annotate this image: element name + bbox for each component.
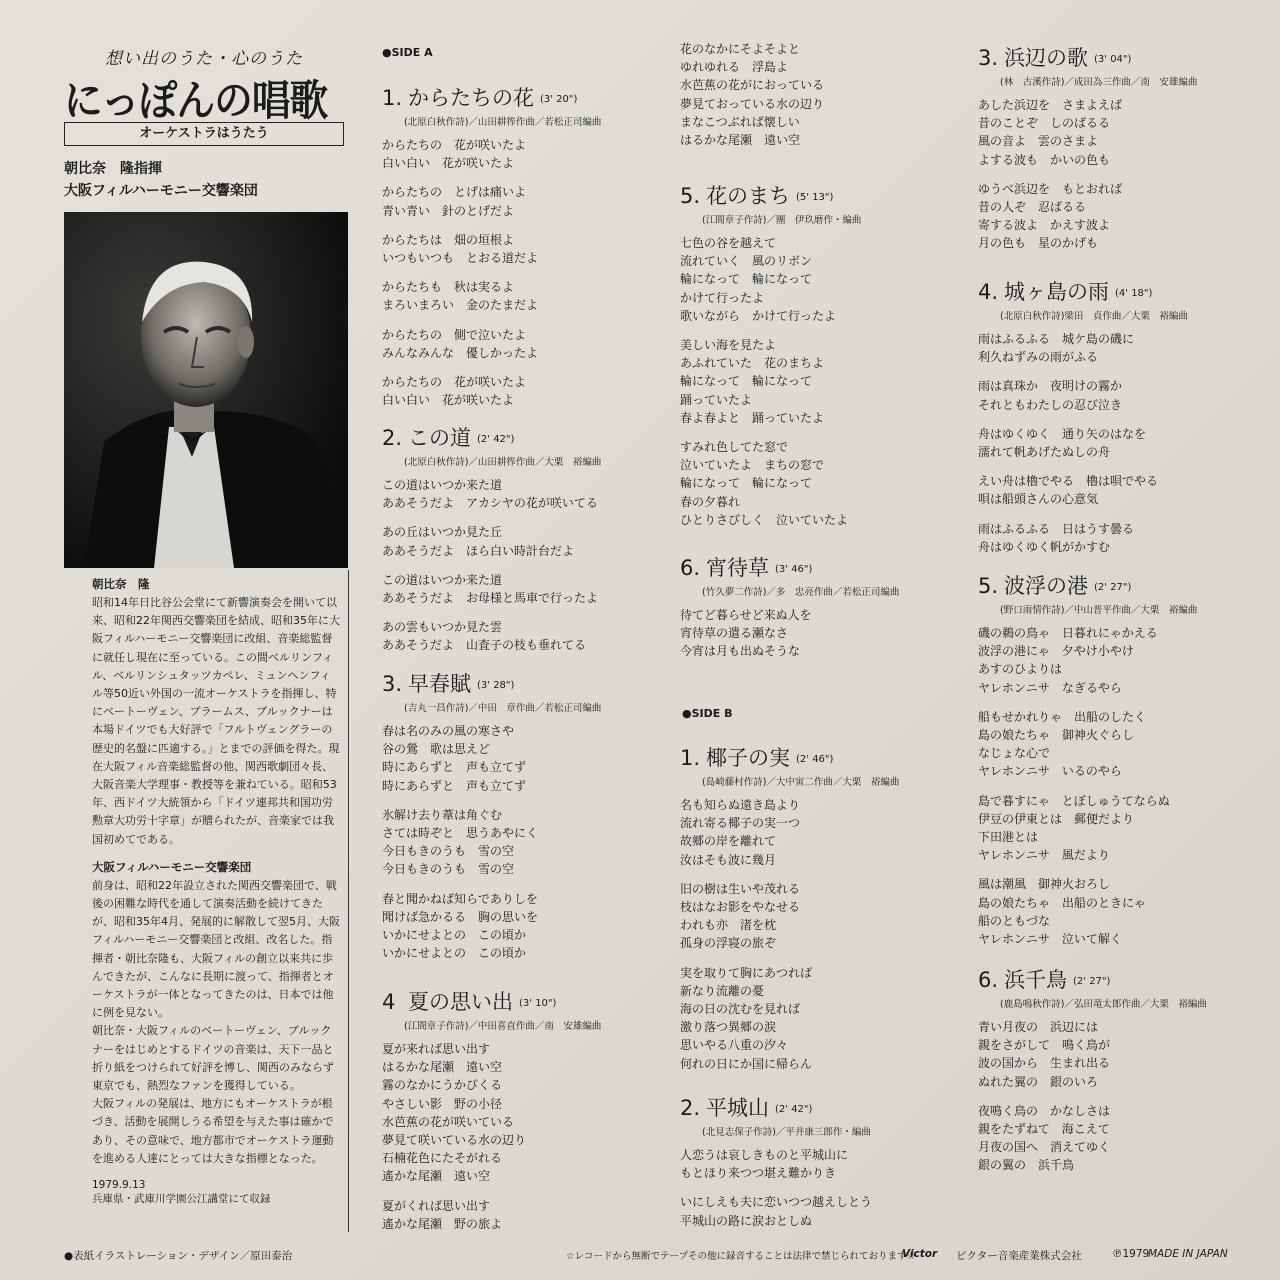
lyric-verse bbox=[382, 618, 601, 654]
lyric-line: かけて行ったよ bbox=[680, 290, 765, 305]
lyric-line: 白い白い 花が咲いたよ bbox=[382, 156, 515, 171]
lyric-verse bbox=[382, 476, 601, 512]
lyric-verse bbox=[978, 472, 1188, 508]
lyric-line: 花のなかにそよそよと bbox=[680, 42, 801, 56]
song-credit: (北原白秋作詩)／山田耕筰作曲／大栗 裕編曲 bbox=[404, 457, 602, 468]
lyric-line: 青い青い 針のとげだよ bbox=[382, 203, 515, 218]
lyric-line: 輪になって 輪になって bbox=[680, 476, 813, 491]
song-duration: (3' 20") bbox=[540, 94, 578, 105]
lyric-line: 夢見て咲いている水の辺り bbox=[382, 1133, 527, 1148]
lyric-line: 七色の谷を越えて bbox=[680, 236, 777, 250]
lyric-verse bbox=[680, 964, 899, 1073]
lyric-verse bbox=[680, 234, 861, 325]
lyric-line: 昔の人ぞ 忍ばるる bbox=[978, 200, 1087, 215]
lyric-line: 故郷の岸を離れて bbox=[680, 834, 777, 849]
lyric-line: 思いやる八重の汐々 bbox=[680, 1038, 789, 1053]
lyric-verse bbox=[978, 1102, 1207, 1175]
lyric-line: 夢見ておっている水の辺り bbox=[680, 96, 825, 111]
song-block bbox=[680, 40, 824, 160]
song-title bbox=[978, 276, 1188, 306]
side-b-label: ●SIDE B bbox=[682, 707, 733, 720]
lyric-verse bbox=[978, 792, 1197, 865]
lyric-line: 春と聞かねば知らでありしを bbox=[382, 891, 538, 906]
lyric-line: からたちも 秋は実るよ bbox=[382, 280, 515, 295]
lyric-line: 宵待草の遣る瀬なさ bbox=[680, 626, 789, 641]
lyric-line: まろいまろい 金のたまだよ bbox=[382, 298, 539, 313]
made-in-japan: MADE IN JAPAN bbox=[1148, 1248, 1228, 1260]
lyric-line: ヤレホンニサ なぎるやら bbox=[978, 680, 1122, 695]
song-name: 宵待草 bbox=[706, 556, 769, 580]
recording-date: 1979.9.13 bbox=[92, 1179, 146, 1192]
lyric-line: あすのひよりは bbox=[978, 662, 1063, 677]
lyric-line: 踊っていたよ bbox=[680, 392, 753, 407]
lyric-line: ヤレホンニサ 泣いて解く bbox=[978, 932, 1122, 947]
lyric-line: 親をたずねて 海こえて bbox=[978, 1122, 1110, 1137]
lyric-verse bbox=[978, 875, 1197, 948]
lyric-line: 孤身の浮寝の旅ぞ bbox=[680, 936, 777, 951]
song-credit: (野口雨情作詩)／中山晋平作曲／大栗 裕編曲 bbox=[1000, 605, 1198, 616]
lyric-verse bbox=[382, 136, 601, 172]
lyric-verse bbox=[680, 880, 899, 953]
bio-paragraph: 大阪フィルの発展は、地方にもオーケストラが根づき、活動を展開しうる希望を与えた事は確かであり、その意味で、地方都市でオーケストラ運動を進める人達にとっては大きな指標となった。 bbox=[92, 1097, 334, 1165]
lyric-line: 谷の鶯 歌は思えど bbox=[382, 742, 491, 757]
song-duration: (2' 42") bbox=[775, 1104, 813, 1115]
lyric-verse bbox=[680, 1146, 872, 1182]
side-a-label: ●SIDE A bbox=[382, 46, 433, 59]
lyric-line: ああそうだよ 山査子の枝も垂れてる bbox=[382, 638, 587, 653]
conductor-photo bbox=[64, 212, 348, 568]
lyric-line: すみれ色してた窓で bbox=[680, 440, 789, 455]
lyric-verse bbox=[382, 1040, 601, 1186]
lyric-line: 実を取りて胸にあつれば bbox=[680, 965, 813, 980]
copyright-year: ℗1979 bbox=[1112, 1248, 1150, 1260]
song-block bbox=[382, 986, 601, 1244]
song-number: 2. bbox=[680, 1096, 701, 1120]
lyric-line: 雨はふるふる 日はうす曇る bbox=[978, 521, 1135, 536]
song-number: 3. bbox=[978, 46, 999, 70]
lyric-line: やさしい影 野の小径 bbox=[382, 1096, 503, 1111]
song-number: 6. bbox=[680, 556, 701, 580]
lyric-verse bbox=[680, 438, 861, 529]
lyric-line: 磯の鵜の鳥ゃ 日暮れにゃかえる bbox=[978, 626, 1158, 640]
lyric-line: 何れの日にか国に帰らん bbox=[680, 1056, 813, 1071]
bio-heading-conductor: 朝比奈 隆 bbox=[92, 577, 150, 591]
lyric-line: まなこつぶれば懐しい bbox=[680, 114, 800, 129]
lyric-verse bbox=[978, 520, 1188, 556]
lyric-line: 雨はふるふる 城ケ島の磯に bbox=[978, 332, 1135, 346]
song-duration: (5' 13") bbox=[796, 192, 834, 203]
lyric-line: 雨は真珠か 夜明けの霧か bbox=[978, 379, 1123, 394]
song-title bbox=[978, 42, 1197, 72]
lyric-line: 遙かな尾瀬 野の旅よ bbox=[382, 1216, 503, 1231]
song-credit: (吉丸一昌作詩)／中田 章作曲／若松正司編曲 bbox=[404, 703, 602, 714]
song-duration: (3' 46") bbox=[775, 564, 813, 575]
lyric-line: 旧の樹は生いや茂れる bbox=[680, 881, 801, 896]
lyric-line: えい舟は櫓でやる 櫓は唄でやる bbox=[978, 474, 1159, 489]
lyric-verse bbox=[382, 1197, 601, 1233]
song-block bbox=[680, 742, 899, 1084]
song-name: 浜千鳥 bbox=[1004, 968, 1067, 992]
lyric-line: 島の娘たちゃ 御神火ぐらし bbox=[978, 728, 1135, 743]
lyric-line: 輪になって 輪になって bbox=[680, 374, 813, 389]
song-title bbox=[680, 552, 899, 582]
lyric-line: いにしえも夫に恋いつつ越えしとう bbox=[680, 1195, 873, 1210]
lyric-line: ああそうだよ アカシヤの花が咲いてる bbox=[382, 496, 598, 511]
song-credit: (江間章子作詩)／團 伊玖磨作・編曲 bbox=[702, 215, 862, 226]
orchestra-credit: 大阪フィルハーモニー交響楽団 bbox=[64, 183, 258, 199]
lyric-line: 風は潮風 御神火おろし bbox=[978, 877, 1111, 892]
song-block bbox=[382, 668, 601, 973]
lyric-verse bbox=[978, 1018, 1207, 1091]
lyric-line: よする波も かいの色も bbox=[978, 152, 1111, 167]
song-number: 2. bbox=[382, 426, 403, 450]
lyric-line: 今宵は月も出ぬそうな bbox=[680, 644, 801, 659]
biography bbox=[64, 570, 349, 1232]
lyric-line: 月夜の国へ 消えてゆく bbox=[978, 1140, 1111, 1155]
lyric-line: いつもいつも とおる道だよ bbox=[382, 251, 539, 266]
lyric-line: 時にあらずと 声も立てず bbox=[382, 760, 527, 775]
song-number: 1. bbox=[680, 746, 701, 770]
lyric-line: 利久ねずみの雨がふる bbox=[978, 350, 1099, 365]
album-subtitle: オーケストラはうたう bbox=[64, 122, 344, 146]
song-title bbox=[680, 1092, 872, 1122]
lyric-verse bbox=[978, 180, 1197, 253]
song-block bbox=[382, 82, 601, 420]
song-credit: (林 古溪作詩)／成田為三作曲／南 安雄編曲 bbox=[1000, 77, 1198, 88]
lyric-line: 流れていく 風のリボン bbox=[680, 254, 813, 269]
lyric-verse bbox=[382, 326, 601, 362]
song-credit: (北原白秋作詩)／山田耕筰作曲／若松正司編曲 bbox=[404, 117, 602, 128]
lyric-line: 昔のことぞ しのばるる bbox=[978, 116, 1111, 131]
lyric-line: 歌いながら かけて行ったよ bbox=[680, 308, 837, 323]
bio-paragraph: 朝比奈・大阪フィルのベートーヴェン、ブルックナーをはじめとするドイツの音楽は、天下一品と折り紙をつけられて好評を博し、関西のみならず東京でも、熱烈なファンを獲得している。 bbox=[92, 1024, 334, 1093]
song-title bbox=[382, 986, 601, 1016]
lyric-line: 船もせかれりゃ 出船のしたく bbox=[978, 709, 1147, 724]
lyric-line: 舟はゆくゆく帆がかすむ bbox=[978, 539, 1111, 554]
song-number: 4 bbox=[382, 990, 396, 1014]
album-kicker: 想い出のうた・心のうた bbox=[105, 49, 303, 69]
song-name: 椰子の実 bbox=[706, 746, 790, 770]
lyric-line: 人恋うは哀しきものと平城山に bbox=[680, 1148, 849, 1162]
lyric-line: 風の音よ 雲のさまよ bbox=[978, 134, 1099, 149]
lyric-line: 波の国から 生まれ出る bbox=[978, 1056, 1111, 1071]
lyric-line: 激り落つ異郷の涙 bbox=[680, 1020, 777, 1035]
lyric-line: いかにせよとの この頃か bbox=[382, 946, 527, 961]
song-duration: (3' 10") bbox=[519, 998, 557, 1009]
song-credit: (竹久夢二作詩)／多 忠亮作曲／若松正司編曲 bbox=[702, 587, 900, 598]
lyric-line: あふれていた 花のまちよ bbox=[680, 356, 825, 371]
bio-paragraph: 昭和14年日比谷公会堂にて新響演奏会を開いて以来、昭和22年関西交響楽団を結成、昭和35年に大阪フィルハーモニー交響楽団に改組、音楽総監督に就任し現在に至っている。この間ベルリンフィル、ベルリンシュタッツカペレ、ミュンヘンフィル等50近い外国の一流オーケストラを指揮し、特にベートーヴェン、ブラームス、ブルックナーは本場ドイツでも大好評で「フルトヴェングラーの歴史的名盤に匹適する。」とまでの評価を得た。現在大阪フィル音楽総監督の他、関西歌劇団々長、大阪音楽大学理事・教授等を兼ねている。昭和53年、西ドイツ大統領から「ドイツ連邦共和国功労勲章大功労十字章」が贈られたが、音楽家では我国初めてである。 bbox=[92, 596, 340, 846]
song-title bbox=[978, 964, 1207, 994]
lyric-line: 名も知らぬ遠き島より bbox=[680, 798, 801, 812]
lyric-line: 水芭蕉の花が咲いている bbox=[382, 1114, 515, 1129]
lyric-verse bbox=[382, 373, 601, 409]
lyric-line: 遙かな尾瀬 遠い空 bbox=[382, 1169, 491, 1184]
lyric-verse bbox=[382, 183, 601, 219]
lyric-line: 水芭蕉の花がにおっている bbox=[680, 78, 825, 93]
lyric-line: いかにせよとの この頃か bbox=[382, 928, 527, 943]
lyric-line: 夏が来れば思い出す bbox=[382, 1042, 491, 1056]
song-number: 5. bbox=[680, 184, 701, 208]
lyric-line: 銀の翼の 浜千鳥 bbox=[978, 1158, 1075, 1173]
song-name: からたちの花 bbox=[408, 86, 534, 110]
lyric-line: 流れ寄る椰子の実一つ bbox=[680, 816, 801, 831]
lyric-line: 霧のなかにうかびくる bbox=[382, 1078, 503, 1093]
lyric-line: 月の色も 星のかげも bbox=[978, 236, 1099, 251]
song-number: 3. bbox=[382, 672, 403, 696]
song-name: 波浮の港 bbox=[1004, 574, 1088, 598]
lyric-verse bbox=[978, 330, 1188, 366]
song-number: 5. bbox=[978, 574, 999, 598]
song-number: 6. bbox=[978, 968, 999, 992]
song-credit: (北見志保子作詩)／平井康三郎作・編曲 bbox=[702, 1127, 871, 1138]
lyric-line: 波浮の港にゃ 夕やけ小やけ bbox=[978, 644, 1134, 659]
song-credit: (島崎藤村作詩)／大中寅二作曲／大栗 裕編曲 bbox=[702, 777, 900, 788]
song-number: 1. bbox=[382, 86, 403, 110]
lyric-verse bbox=[382, 722, 601, 795]
lyric-line: 待てど暮らせど来ぬ人を bbox=[680, 608, 812, 622]
lyric-line: もとほり来つつ堪え難かりき bbox=[680, 1166, 837, 1181]
copyright-notice: ☆レコードから無断でテープその他に録音することは法律で禁じられております☆ bbox=[566, 1251, 916, 1262]
lyric-line: ああそうだよ お母様と馬車で行ったよ bbox=[382, 591, 599, 606]
lyric-line: 春の夕暮れ bbox=[680, 494, 741, 509]
lyric-line: からたちの 花が咲いたよ bbox=[382, 375, 527, 390]
song-name: この道 bbox=[408, 426, 471, 450]
song-block bbox=[978, 964, 1207, 1186]
lyric-line: 輪になって 輪になって bbox=[680, 272, 813, 287]
song-duration: (3' 28") bbox=[477, 680, 515, 691]
lyric-line: 枝はなお影をやなせる bbox=[680, 900, 801, 915]
song-title bbox=[382, 82, 601, 112]
album-title: にっぽんの唱歌 bbox=[64, 76, 328, 125]
lyric-line: ヤレホンニサ いるのやら bbox=[978, 764, 1122, 779]
lyric-line: ぬれた翼の 銀のいろ bbox=[978, 1074, 1099, 1089]
lyric-verse bbox=[382, 231, 601, 267]
cover-credit: ●表紙イラストレーション・デザイン／原田泰治 bbox=[64, 1250, 293, 1262]
lyric-verse bbox=[978, 377, 1188, 413]
lyric-line: からたちの 花が咲いたよ bbox=[382, 138, 527, 152]
lyric-line: この道はいつか来た道 bbox=[382, 478, 503, 492]
song-block bbox=[680, 1092, 872, 1241]
song-block bbox=[680, 552, 899, 672]
lyric-line: 汝はそも波に幾月 bbox=[680, 852, 777, 867]
lyric-line: 唄は船頭さんの心意気 bbox=[978, 492, 1099, 507]
song-title bbox=[680, 180, 861, 210]
song-title bbox=[382, 422, 601, 452]
lyric-line: 夏がくれば思い出す bbox=[382, 1198, 491, 1213]
lyric-line: 新なり流離の憂 bbox=[680, 983, 765, 998]
song-credit: (北原白秋作詩)梁田 貞作曲／大栗 裕編曲 bbox=[1000, 311, 1188, 322]
lyric-verse bbox=[680, 1193, 872, 1229]
lyric-line: それともわたしの忍び泣き bbox=[978, 397, 1123, 412]
lyric-line: 夜鳴く鳥の かなしさは bbox=[978, 1103, 1111, 1118]
song-credit: (江間章子作詩)／中田喜直作曲／南 安雄編曲 bbox=[404, 1021, 602, 1032]
song-duration: (2' 42") bbox=[477, 434, 515, 445]
lyric-line: 美しい海を見たよ bbox=[680, 338, 777, 353]
lyric-line: 泣いていたよ まちの窓で bbox=[680, 458, 825, 473]
song-block bbox=[978, 570, 1197, 959]
lyric-line: 今日もきのうも 雪の空 bbox=[382, 862, 515, 877]
song-duration: (2' 27") bbox=[1073, 976, 1111, 987]
song-duration: (3' 04") bbox=[1094, 54, 1132, 65]
lyric-line: 伊豆の伊東とは 郵便だより bbox=[978, 811, 1135, 826]
song-title bbox=[978, 570, 1197, 600]
lyric-line: この道はいつか来た道 bbox=[382, 572, 503, 587]
lyric-line: 寄する波よ かえす波よ bbox=[978, 218, 1111, 233]
song-name: 城ヶ島の雨 bbox=[1004, 280, 1109, 304]
lyric-verse bbox=[680, 40, 824, 149]
lyric-line: 平城山の路に涙おとしぬ bbox=[680, 1213, 813, 1228]
lyric-line: 下田港とは bbox=[978, 830, 1039, 845]
song-name: 夏の思い出 bbox=[408, 990, 513, 1014]
lyric-verse bbox=[382, 523, 601, 559]
song-name: 平城山 bbox=[706, 1096, 769, 1120]
lyric-line: ああそうだよ ほら白い時計台だよ bbox=[382, 543, 575, 558]
lyric-verse bbox=[978, 96, 1197, 169]
label-company: ビクター音楽産業株式会社 bbox=[956, 1250, 1082, 1262]
lyric-verse bbox=[382, 806, 601, 879]
lyric-line: 親をさがして 鳴く鳥が bbox=[978, 1038, 1111, 1053]
song-duration: (2' 27") bbox=[1094, 582, 1132, 593]
song-number: 4. bbox=[978, 280, 999, 304]
lyric-line: さては時ぞと 思うあやにく bbox=[382, 826, 539, 841]
lyric-line: 時にあらずと 声も立てず bbox=[382, 778, 527, 793]
lyric-line: 船のともづな bbox=[978, 913, 1051, 928]
lyric-line: 島で暮すにゃ とぼしゅうてならぬ bbox=[978, 793, 1170, 808]
lyric-line: 氷解け去り葦は角ぐむ bbox=[382, 807, 503, 822]
lyric-line: 春よ春よと 踊っていたよ bbox=[680, 410, 825, 425]
lyric-verse bbox=[680, 336, 861, 427]
lyric-line: 今日もきのうも 雪の空 bbox=[382, 844, 515, 859]
lyric-line: ひとりさびしく 泣いていたよ bbox=[680, 512, 849, 527]
song-block bbox=[978, 42, 1197, 264]
victor-logo: Victor bbox=[902, 1248, 938, 1260]
lyric-line: 聞けば急かるる 胸の思いを bbox=[382, 909, 539, 924]
song-block bbox=[978, 276, 1188, 567]
song-title bbox=[382, 668, 601, 698]
song-name: 花のまち bbox=[706, 184, 790, 208]
lyric-line: 舟はゆくゆく 通り矢のはなを bbox=[978, 426, 1147, 441]
lyric-verse bbox=[382, 571, 601, 607]
conductor-credit: 朝比奈 隆指揮 bbox=[64, 161, 162, 177]
lyric-line: からたちの とげは痛いよ bbox=[382, 185, 527, 200]
lyric-line: はるかな尾瀬 遠い空 bbox=[680, 133, 801, 148]
song-name: 浜辺の歌 bbox=[1004, 46, 1088, 70]
lyric-line: あの雲もいつか見た雲 bbox=[382, 620, 503, 635]
song-block bbox=[382, 422, 601, 666]
song-name: 早春賦 bbox=[408, 672, 471, 696]
bio-heading-orchestra: 大阪フィルハーモニー交響楽団 bbox=[92, 859, 252, 874]
lyric-line: われも亦 渚を枕 bbox=[680, 918, 777, 933]
lyric-line: 島の娘たちゃ 出船のときにゃ bbox=[978, 895, 1146, 910]
lyric-line: 春は名のみの風の寒さや bbox=[382, 724, 515, 738]
lyric-verse bbox=[680, 796, 899, 869]
lyric-line: はるかな尾瀬 遠い空 bbox=[382, 1060, 503, 1075]
lyric-line: 白い白い 花が咲いたよ bbox=[382, 393, 515, 408]
lyric-line: ヤレホンニサ 風だより bbox=[978, 848, 1110, 863]
lyric-verse bbox=[382, 278, 601, 314]
lyric-line: 石楠花色にたそがれる bbox=[382, 1151, 503, 1166]
song-duration: (2' 46") bbox=[796, 754, 834, 765]
lyric-line: あした浜辺を さまよえば bbox=[978, 98, 1123, 112]
bio-paragraph: 前身は、昭和22年設立された関西交響楽団で、戦後の困難な時代を通して演奏活動を続けてきたが、昭和35年4月、発展的に解散して翌5月、大阪フィルハーモニー交響楽団と改組、改名した。指揮者・朝比奈隆も、大阪フィルの創立以来共に歩んできたが、こんなに長期に渡って、指揮者とオーケストラが一体となってきたのは、日本では他に例を見ない。 bbox=[92, 878, 340, 1020]
lyric-line: 濡れて帆あげたぬしの舟 bbox=[978, 445, 1111, 460]
song-title bbox=[680, 742, 899, 772]
song-duration: (4' 18") bbox=[1115, 288, 1153, 299]
lyric-line: ゆれゆれる 浮島よ bbox=[680, 60, 789, 75]
lyric-line: みんなみんな 優しかったよ bbox=[382, 345, 539, 360]
lyric-line: からたちの 側で泣いたよ bbox=[382, 327, 527, 342]
lyric-verse bbox=[978, 624, 1197, 697]
song-credit: (鹿島鳴秋作詩)／弘田竜太郎作曲／大栗 裕編曲 bbox=[1000, 999, 1207, 1010]
lyric-line: なじょな心で bbox=[978, 746, 1051, 761]
lyric-verse bbox=[382, 890, 601, 963]
lyric-line: からたちは 畑の垣根よ bbox=[382, 232, 515, 247]
lyric-verse bbox=[978, 425, 1188, 461]
lyric-verse bbox=[978, 708, 1197, 781]
lyric-line: 海の日の沈むを見れば bbox=[680, 1002, 801, 1017]
lyric-line: ゆうべ浜辺を もとおれば bbox=[978, 181, 1123, 196]
recording-venue: 兵庫県・武庫川学園公江講堂にて収録 bbox=[92, 1193, 271, 1206]
song-block bbox=[680, 180, 861, 540]
lyric-line: 青い月夜の 浜辺には bbox=[978, 1020, 1099, 1034]
lyric-verse bbox=[680, 606, 899, 661]
lyric-line: あの丘はいつか見た丘 bbox=[382, 525, 503, 540]
